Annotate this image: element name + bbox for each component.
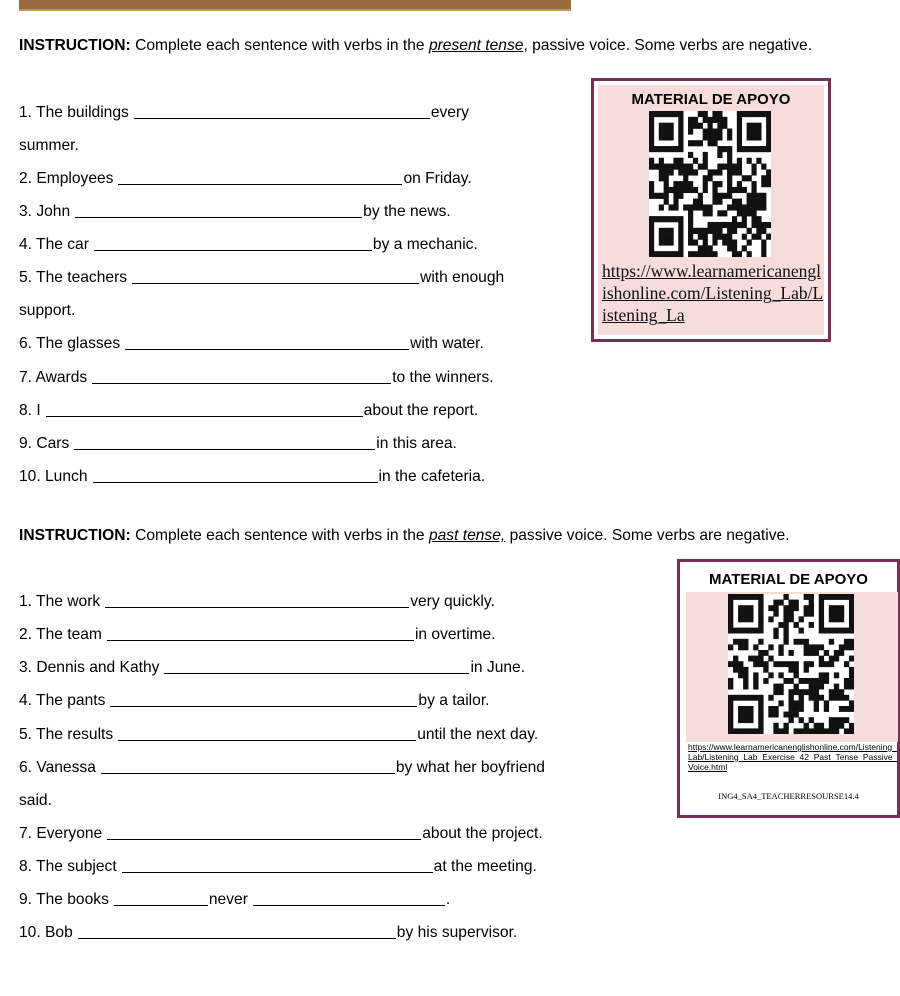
answer-blank[interactable] [105, 593, 409, 608]
answer-blank[interactable] [107, 626, 414, 641]
instruction-present: INSTRUCTION: Complete each sentence with verbs in the present tense, passive voice. Some verbs are negative. [19, 37, 813, 54]
support-material-title: MATERIAL DE APOYO [709, 571, 868, 588]
resource-code: ING4_SA4_TEACHERRESOURSE14.4 [718, 791, 859, 801]
exercise-2-item-4: 4. The pants by a tailor. [19, 692, 490, 709]
exercise-2-item-8: 8. The subject at the meeting. [19, 858, 537, 875]
exercise-1-item-6: 6. The glasses with water. [19, 335, 484, 352]
answer-blank[interactable] [253, 891, 445, 906]
qr-code[interactable] [649, 111, 771, 257]
exercise-1-item-10: 10. Lunch in the cafeteria. [19, 468, 486, 485]
exercise-1-item-8: 8. I about the report. [19, 402, 479, 419]
answer-blank[interactable] [118, 170, 402, 185]
exercise-2-item-6-cont: said. [19, 792, 52, 809]
answer-blank[interactable] [122, 858, 433, 873]
exercise-2-item-9: 9. The books never . [19, 891, 451, 908]
answer-blank[interactable] [46, 402, 363, 417]
exercise-1-item-9: 9. Cars in this area. [19, 435, 457, 452]
exercise-2-item-3: 3. Dennis and Kathy in June. [19, 659, 526, 676]
exercise-2-item-7: 7. Everyone about the project. [19, 825, 543, 842]
answer-blank[interactable] [74, 435, 375, 450]
support-material-box-1 [591, 78, 831, 342]
exercise-1-item-1-cont: summer. [19, 137, 79, 154]
exercise-2-item-2: 2. The team in overtime. [19, 626, 496, 643]
exercise-1-item-2: 2. Employees on Friday. [19, 170, 472, 187]
exercise-1-item-1: 1. The buildings every [19, 104, 469, 121]
answer-blank[interactable] [114, 891, 208, 906]
exercise-1-item-5: 5. The teachers with enough [19, 269, 505, 286]
exercise-2-item-1: 1. The work very quickly. [19, 593, 495, 610]
exercise-2-item-5: 5. The results until the next day. [19, 726, 539, 743]
exercise-1-item-3: 3. John by the news. [19, 203, 451, 220]
answer-blank[interactable] [118, 726, 416, 741]
exercise-1-item-5-cont: support. [19, 302, 76, 319]
answer-blank[interactable] [75, 203, 362, 218]
exercise-2-item-6: 6. Vanessa by what her boyfriend [19, 759, 545, 776]
support-material-box-2 [677, 559, 900, 818]
exercise-1-item-4: 4. The car by a mechanic. [19, 236, 478, 253]
top-decorative-bar [19, 0, 571, 11]
answer-blank[interactable] [101, 759, 395, 774]
support-material-link[interactable]: https://www.learnamericanenglishonline.com/Listening_Lab/Listening_La [602, 261, 824, 325]
instruction-past: INSTRUCTION: Complete each sentence with verbs in the past tense, passive voice. Some verbs are negative. [19, 527, 790, 544]
answer-blank[interactable] [94, 236, 372, 251]
answer-blank[interactable] [110, 692, 417, 707]
answer-blank[interactable] [92, 369, 391, 384]
support-material-title: MATERIAL DE APOYO [631, 91, 791, 108]
qr-code[interactable] [728, 594, 854, 734]
exercise-1-item-7: 7. Awards to the winners. [19, 369, 494, 386]
answer-blank[interactable] [93, 468, 378, 483]
answer-blank[interactable] [164, 659, 469, 674]
support-material-link[interactable]: https://www.learnamericanenglishonline.com/Listening_Lab/Listening_Lab_Exercise_42_Past_Tense_Passive_Voice.html [688, 742, 898, 772]
answer-blank[interactable] [134, 104, 430, 119]
exercise-2-item-10: 10. Bob by his supervisor. [19, 924, 518, 941]
answer-blank[interactable] [78, 924, 396, 939]
answer-blank[interactable] [125, 335, 409, 350]
answer-blank[interactable] [107, 825, 421, 840]
answer-blank[interactable] [132, 269, 419, 284]
